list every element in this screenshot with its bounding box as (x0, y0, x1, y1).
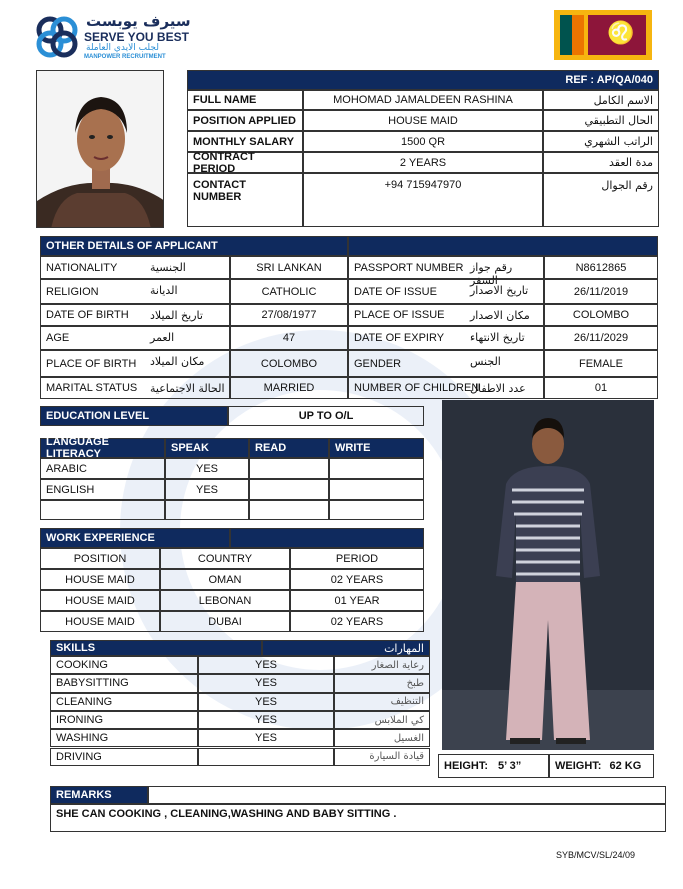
work-period: 02 YEARS (290, 611, 424, 632)
detail-arabic: الجنس (470, 355, 501, 368)
skills-heading: SKILLS (50, 640, 262, 656)
language-empty-row (40, 500, 165, 520)
skill-value: YES (198, 711, 334, 729)
detail-label: PLACE OF ISSUE (348, 304, 544, 326)
detail-label: DATE OF BIRTH (40, 304, 230, 326)
detail-value: FEMALE (544, 350, 658, 377)
portrait-photo (36, 70, 164, 228)
skill-value: YES (198, 729, 334, 747)
height-value: 5’ 3” (498, 760, 522, 772)
language-name: ARABIC (40, 458, 165, 479)
field-value: HOUSE MAID (303, 110, 543, 131)
field-label: POSITION APPLIED (187, 110, 303, 131)
remarks-text: SHE CAN COOKING , CLEANING,WASHING AND BABY SITTING . (50, 804, 666, 832)
skill-value: YES (198, 674, 334, 692)
language-read (249, 458, 329, 479)
skills-heading-arabic: المهارات (262, 640, 430, 656)
detail-arabic: تاريخ الميلاد (150, 309, 203, 322)
skill-name: DRIVING (50, 748, 198, 766)
weight-box (549, 754, 654, 778)
skill-name: CLEANING (50, 693, 198, 711)
work-header: POSITION (40, 548, 160, 569)
full-body-photo (442, 400, 654, 750)
detail-value: SRI LANKAN (230, 256, 348, 279)
detail-value: MARRIED (230, 377, 348, 399)
logo-arabic-sub: لجلب الايدي العاملة (86, 43, 159, 53)
language-empty-row (165, 500, 249, 520)
language-header: READ (249, 438, 329, 458)
language-empty-row (249, 500, 329, 520)
detail-arabic: رقم جواز السفر (470, 261, 513, 287)
logo-sub: MANPOWER RECRUITMENT (84, 54, 166, 60)
detail-label: PASSPORT NUMBER (348, 256, 544, 279)
field-value: 2 YEARS (303, 152, 543, 173)
education-label: EDUCATION LEVEL (40, 406, 228, 426)
skill-name: IRONING (50, 711, 198, 729)
language-header: SPEAK (165, 438, 249, 458)
skill-name: COOKING (50, 656, 198, 674)
detail-value: 01 (544, 377, 658, 399)
other-details-heading-right (348, 236, 658, 256)
detail-value: 27/08/1977 (230, 304, 348, 326)
remarks-heading: REMARKS (50, 786, 148, 804)
detail-arabic: عدد الاطفال (470, 382, 526, 395)
detail-arabic: الجنسية (150, 261, 186, 274)
detail-arabic: مكان الاصدار (470, 309, 530, 322)
field-arabic: الراتب الشهري (543, 131, 659, 152)
skill-arabic: الغسيل (334, 729, 430, 747)
detail-arabic: تاريخ الانتهاء (470, 331, 525, 344)
detail-value: 47 (230, 326, 348, 350)
detail-label: DATE OF EXPIRY (348, 326, 544, 350)
work-position: HOUSE MAID (40, 569, 160, 590)
field-value: +94 715947970 (303, 173, 543, 227)
detail-arabic: تاريخ الاصدار (470, 284, 529, 297)
language-empty-row (329, 500, 424, 520)
logo-english: SERVE YOU BEST (84, 30, 189, 44)
field-arabic: الحال التطبيقي (543, 110, 659, 131)
skill-name: WASHING (50, 729, 198, 747)
skill-arabic: التنظيف (334, 693, 430, 711)
language-read (249, 479, 329, 500)
detail-label: NATIONALITY (40, 256, 230, 279)
skill-arabic: رعاية الصغار (334, 656, 430, 674)
field-arabic: رقم الجوال (543, 173, 659, 227)
company-logo-icon (34, 14, 80, 60)
language-speak: YES (165, 479, 249, 500)
language-name: ENGLISH (40, 479, 165, 500)
work-country: LEBONAN (160, 590, 290, 611)
skill-value (198, 748, 334, 766)
logo-arabic: سيرف يوبست (86, 12, 191, 30)
field-label: CONTRACT PERIOD (187, 152, 303, 173)
language-header: WRITE (329, 438, 424, 458)
field-arabic: الاسم الكامل (543, 90, 659, 110)
detail-value: COLOMBO (230, 350, 348, 377)
skill-value: YES (198, 656, 334, 674)
field-value: MOHOMAD JAMALDEEN RASHINA (303, 90, 543, 110)
field-arabic: مدة العقد (543, 152, 659, 173)
detail-label: GENDER (348, 350, 544, 377)
remarks-heading-right (148, 786, 666, 804)
work-heading-right (230, 528, 424, 548)
detail-value: CATHOLIC (230, 279, 348, 304)
language-speak: YES (165, 458, 249, 479)
footer-code: SYB/MCV/SL/24/09 (556, 850, 636, 860)
work-position: HOUSE MAID (40, 611, 160, 632)
field-value: 1500 QR (303, 131, 543, 152)
detail-label: AGE (40, 326, 230, 350)
work-period: 02 YEARS (290, 569, 424, 590)
education-value: UP TO O/L (228, 406, 424, 426)
detail-label: NUMBER OF CHILDREN (348, 377, 544, 399)
work-heading: WORK EXPERIENCE (40, 528, 230, 548)
detail-arabic: العمر (150, 331, 175, 344)
work-header: COUNTRY (160, 548, 290, 569)
detail-label: PLACE OF BIRTH (40, 350, 230, 377)
skill-arabic: طبخ (334, 674, 430, 692)
other-details-heading: OTHER DETAILS OF APPLICANT (40, 236, 348, 256)
language-write (329, 479, 424, 500)
height-box (438, 754, 549, 778)
detail-value: 26/11/2019 (544, 279, 658, 304)
weight-label: WEIGHT: (555, 760, 602, 772)
detail-arabic: الحالة الاجتماعية (150, 382, 225, 395)
work-country: OMAN (160, 569, 290, 590)
field-label: CONTACT NUMBER (187, 173, 303, 227)
field-label: MONTHLY SALARY (187, 131, 303, 152)
detail-label: DATE OF ISSUE (348, 279, 544, 304)
height-label: HEIGHT: (444, 760, 488, 772)
work-header: PERIOD (290, 548, 424, 569)
detail-arabic: مكان الميلاد (150, 355, 205, 368)
language-write (329, 458, 424, 479)
detail-value: 26/11/2029 (544, 326, 658, 350)
detail-value: COLOMBO (544, 304, 658, 326)
detail-value: N8612865 (544, 256, 658, 279)
skill-name: BABYSITTING (50, 674, 198, 692)
weight-value: 62 KG (609, 760, 642, 772)
detail-label: RELIGION (40, 279, 230, 304)
ref-number: REF : AP/QA/040 (565, 74, 653, 86)
skill-value: YES (198, 693, 334, 711)
skill-arabic: قيادة السيارة (334, 748, 430, 766)
sri-lanka-flag (554, 10, 652, 60)
ref-bar (187, 70, 659, 90)
skill-arabic: كي الملابس (334, 711, 430, 729)
field-label: FULL NAME (187, 90, 303, 110)
work-country: DUBAI (160, 611, 290, 632)
detail-label: MARITAL STATUS (40, 377, 230, 399)
lion-icon: ♌ (607, 20, 635, 45)
detail-arabic: الديانة (150, 284, 178, 297)
work-position: HOUSE MAID (40, 590, 160, 611)
language-header: LANGUAGE LITERACY (40, 438, 165, 458)
work-period: 01 YEAR (290, 590, 424, 611)
